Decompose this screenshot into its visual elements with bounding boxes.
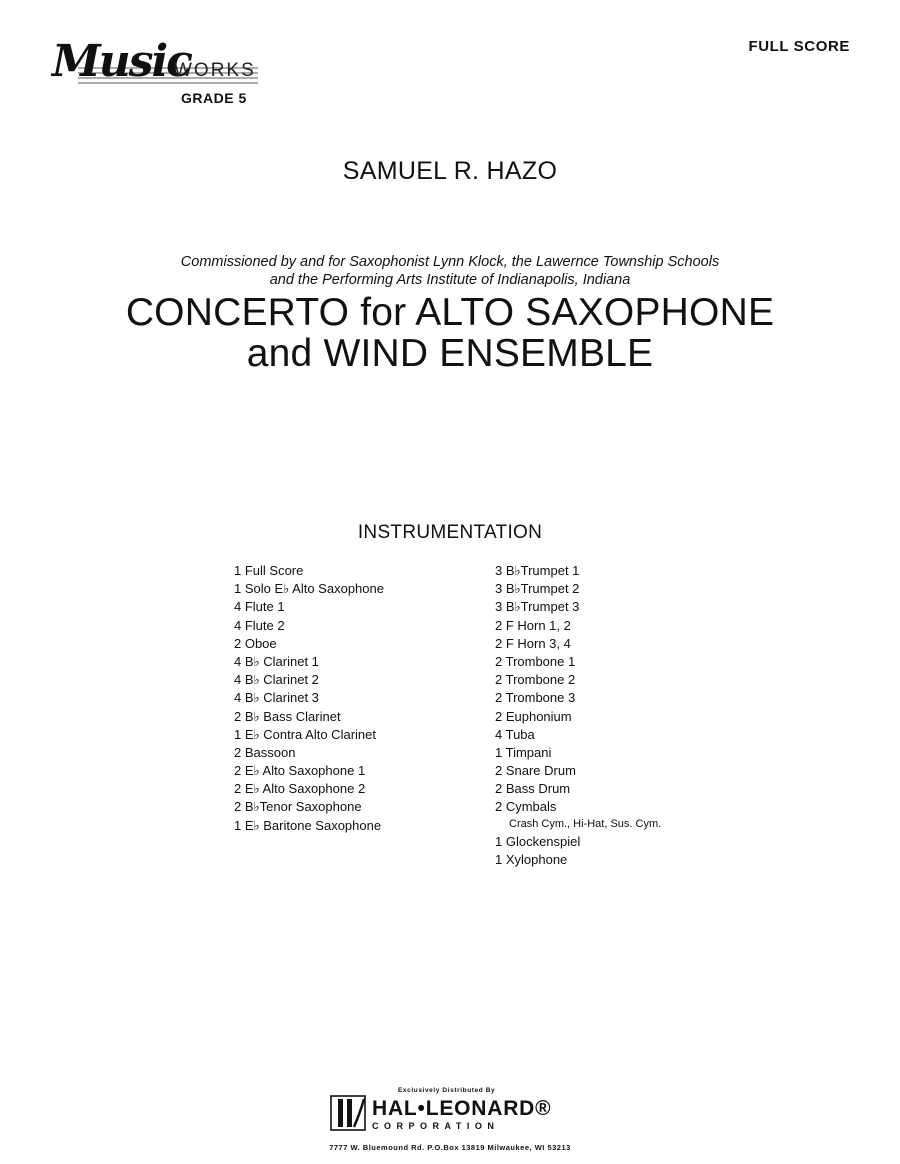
instrumentation-left-column <box>234 562 384 835</box>
list-item: 2 E♭ Alto Saxophone 1 <box>234 763 366 779</box>
cymbals-detail: Crash Cym., Hi-Hat, Sus. Cym. <box>509 817 662 830</box>
list-item: 4 B♭ Clarinet 1 <box>234 653 319 669</box>
list-item: 1 Full Score <box>234 563 304 578</box>
list-item: 4 B♭ Clarinet 3 <box>234 690 319 706</box>
list-item: 2 Trombone 2 <box>495 672 576 688</box>
publisher-logo <box>330 1087 580 1137</box>
list-item: 3 B♭Trumpet 2 <box>495 581 580 597</box>
distributed-by-label: Exclusively Distributed By <box>398 1087 496 1094</box>
publisher-corporation: CORPORATION <box>372 1121 500 1131</box>
list-item: 4 B♭ Clarinet 2 <box>234 672 319 688</box>
instrumentation-right-column <box>495 562 661 869</box>
musicworks-logo <box>48 34 263 114</box>
list-item: 2 B♭ Bass Clarinet <box>234 708 341 724</box>
score-type-label: FULL SCORE <box>748 38 850 55</box>
list-item: 2 Trombone 3 <box>495 690 576 706</box>
list-item: 2 Snare Drum <box>495 763 576 779</box>
list-item: 1 E♭ Baritone Saxophone <box>234 817 382 833</box>
commission-note <box>0 253 900 289</box>
title-line-1: CONCERTO for ALTO SAXOPHONE <box>125 291 775 334</box>
list-item: 4 Flute 2 <box>234 617 285 633</box>
commission-line-2: and the Performing Arts Institute of Indianapolis, Indiana <box>269 272 631 288</box>
list-item: 2 F Horn 3, 4 <box>495 635 571 651</box>
publisher-address: 7777 W. Bluemound Rd. P.O.Box 13819 Milwaukee, WI 53213 <box>329 1143 571 1152</box>
list-item: 2 B♭Tenor Saxophone <box>234 799 362 815</box>
list-item: 2 E♭ Alto Saxophone 2 <box>234 781 366 797</box>
publisher-name: HAL•LEONARD® <box>372 1097 552 1120</box>
list-item: 1 Solo E♭ Alto Saxophone <box>234 581 384 597</box>
list-item: 2 Trombone 1 <box>495 653 576 669</box>
list-item: 4 Tuba <box>495 726 535 742</box>
list-item: 1 Glockenspiel <box>495 833 581 849</box>
list-item: 1 Xylophone <box>495 851 568 867</box>
list-item: 1 E♭ Contra Alto Clarinet <box>234 726 376 742</box>
list-item: 4 Flute 1 <box>234 599 285 615</box>
commission-line-1: Commissioned by and for Saxophonist Lynn Klock, the Lawernce Township Schools <box>180 254 720 270</box>
grade-label: GRADE 5 <box>181 90 247 106</box>
list-item: 1 Timpani <box>495 744 552 760</box>
instrumentation-heading: INSTRUMENTATION <box>357 522 543 543</box>
list-item: 2 Bassoon <box>234 744 296 760</box>
list-item: 3 B♭Trumpet 3 <box>495 599 580 615</box>
page-title <box>0 292 900 374</box>
title-line-2: and WIND ENSEMBLE <box>246 332 654 375</box>
list-item: 2 Oboe <box>234 635 277 651</box>
list-item: 2 Bass Drum <box>495 781 571 797</box>
list-item: 3 B♭Trumpet 1 <box>495 563 580 578</box>
list-item: 2 F Horn 1, 2 <box>495 617 571 633</box>
composer-name: SAMUEL R. HAZO <box>342 157 558 185</box>
list-item: 2 Euphonium <box>495 708 572 724</box>
list-item: 2 Cymbals <box>495 799 557 815</box>
logo-music-text: Music <box>52 36 191 87</box>
logo-works-text: WORKS <box>174 60 256 81</box>
hal-leonard-mark-icon <box>330 1095 366 1131</box>
